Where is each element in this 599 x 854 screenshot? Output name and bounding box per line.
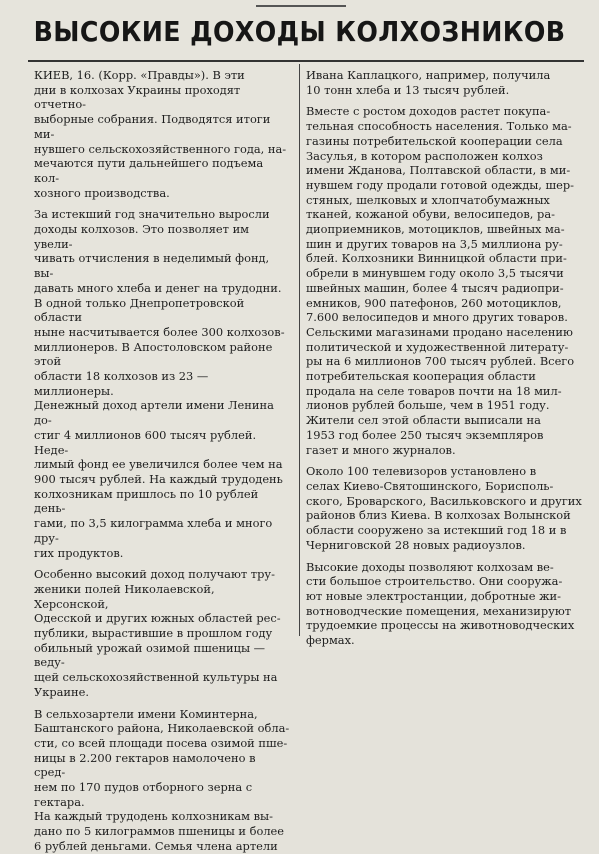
column-divider [299,64,300,636]
left-column [34,68,290,854]
paragraph: КИЕВ, 16. (Корр. «Правды»). В эти дни в колхозах Украины проходят отчетно- выборные собрания. Подводятся итоги ми- нувшего сельскохозяйственного года, на- мечаются пути дальнейшего подъема кол- хозного производства. [34,68,287,200]
paragraph: Ивана Каплацкого, например, получила 10 тонн хлеба и 13 тысяч рублей. [306,68,551,97]
top-decorative-rule [256,5,346,7]
paragraph: За истекший год значительно выросли доходы колхозов. Это позволяет им увели- чивать отчисления в неделимый фонд, вы- давать много хлеба и денег на трудодни. В одной только Днепропетровской области ныне насчитывается более 300 колхозов- миллионеров. В Апостоловском районе этой области 18 колхозов из 23 — миллионеры. Денежный доход артели имени Ленина до- стиг 4 миллионов 600 тысяч рублей. Неде- лимый фонд ее увеличился более чем на 900 тысяч рублей. На каждый трудодень колхозникам пришлось по 10 рублей день- гами, по 3,5 килограмма хлеба и много дру- гих продуктов. [34,207,285,560]
paragraph: В сельхозартели имени Коминтерна, Баштанского района, Николаевской обла- сти, со всей площади посева озимой пше- ницы в 2.200 гектаров намолочено в сред- нем по 170 пудов отборного зерна с гектара. На каждый трудодень колхозникам вы- дано по 5 килограммов пшеницы и более 6 рублей деньгами. Семья члена артели [34,706,290,853]
headline-rule [28,60,584,62]
paragraph: Около 100 телевизоров установлено в селах Киево-Святошинского, Борисполь- ского, Броварского, Васильковского и других районов близ Киева. В колхозах Волынской области сооружено за истекший год 18 и в Черниговской 28 новых радиоузлов. [306,464,582,552]
paragraph: Вместе с ростом доходов растет покупа- тельная способность населения. Только ма- газины потребительской кооперации села Засулья, в котором расположен колхоз имени Жданова, Полтавской области, в ми- нувшем году продали готовой одежды, шер- стяных, шелковых и хлопчатобумажных тканей, кожаной обуви, велосипедов, ра- диоприемников, мотоциклов, швейных ма- шин и других товаров на 3,5 миллиона ру- блей. Колхозники Винницкой области при- обрели в минувшем году около 3,5 тысячи швейных машин, более 4 тысяч радиопри- емников, 900 патефонов, 260 мотоциклов, 7.600 велосипедов и много других товаров. Сельскими магазинами продано населению политической и художественной литерату- ры на 6 миллионов 700 тысяч рублей. Всего потребительская кооперация области продала на селе товаров почти на 18 мил- лионов рублей больше, чем в 1951 году. Жители сел этой области выписали на 1953 год более 250 тысяч экземпляров газет и много журналов. [306,104,575,457]
paragraph: Высокие доходы позволяют колхозам ве- сти большое строительство. Они сооружа- ют новые электростанции, добротные жи- вотноводческие помещения, механизируют трудоемкие процессы на животноводческих фермах. [306,559,575,648]
right-column [306,68,586,648]
article-headline: ВЫСОКИЕ ДОХОДЫ КОЛХОЗНИКОВ [33,16,566,48]
paragraph: Особенно высокий доход получают тру- женики полей Николаевской, Херсонской, Одесской и других южных областей рес- публики, вырастившие в прошлом году обильный урожай озимой пшеницы — веду- щей сельскохозяйственной культуры на Украине. [34,567,281,699]
